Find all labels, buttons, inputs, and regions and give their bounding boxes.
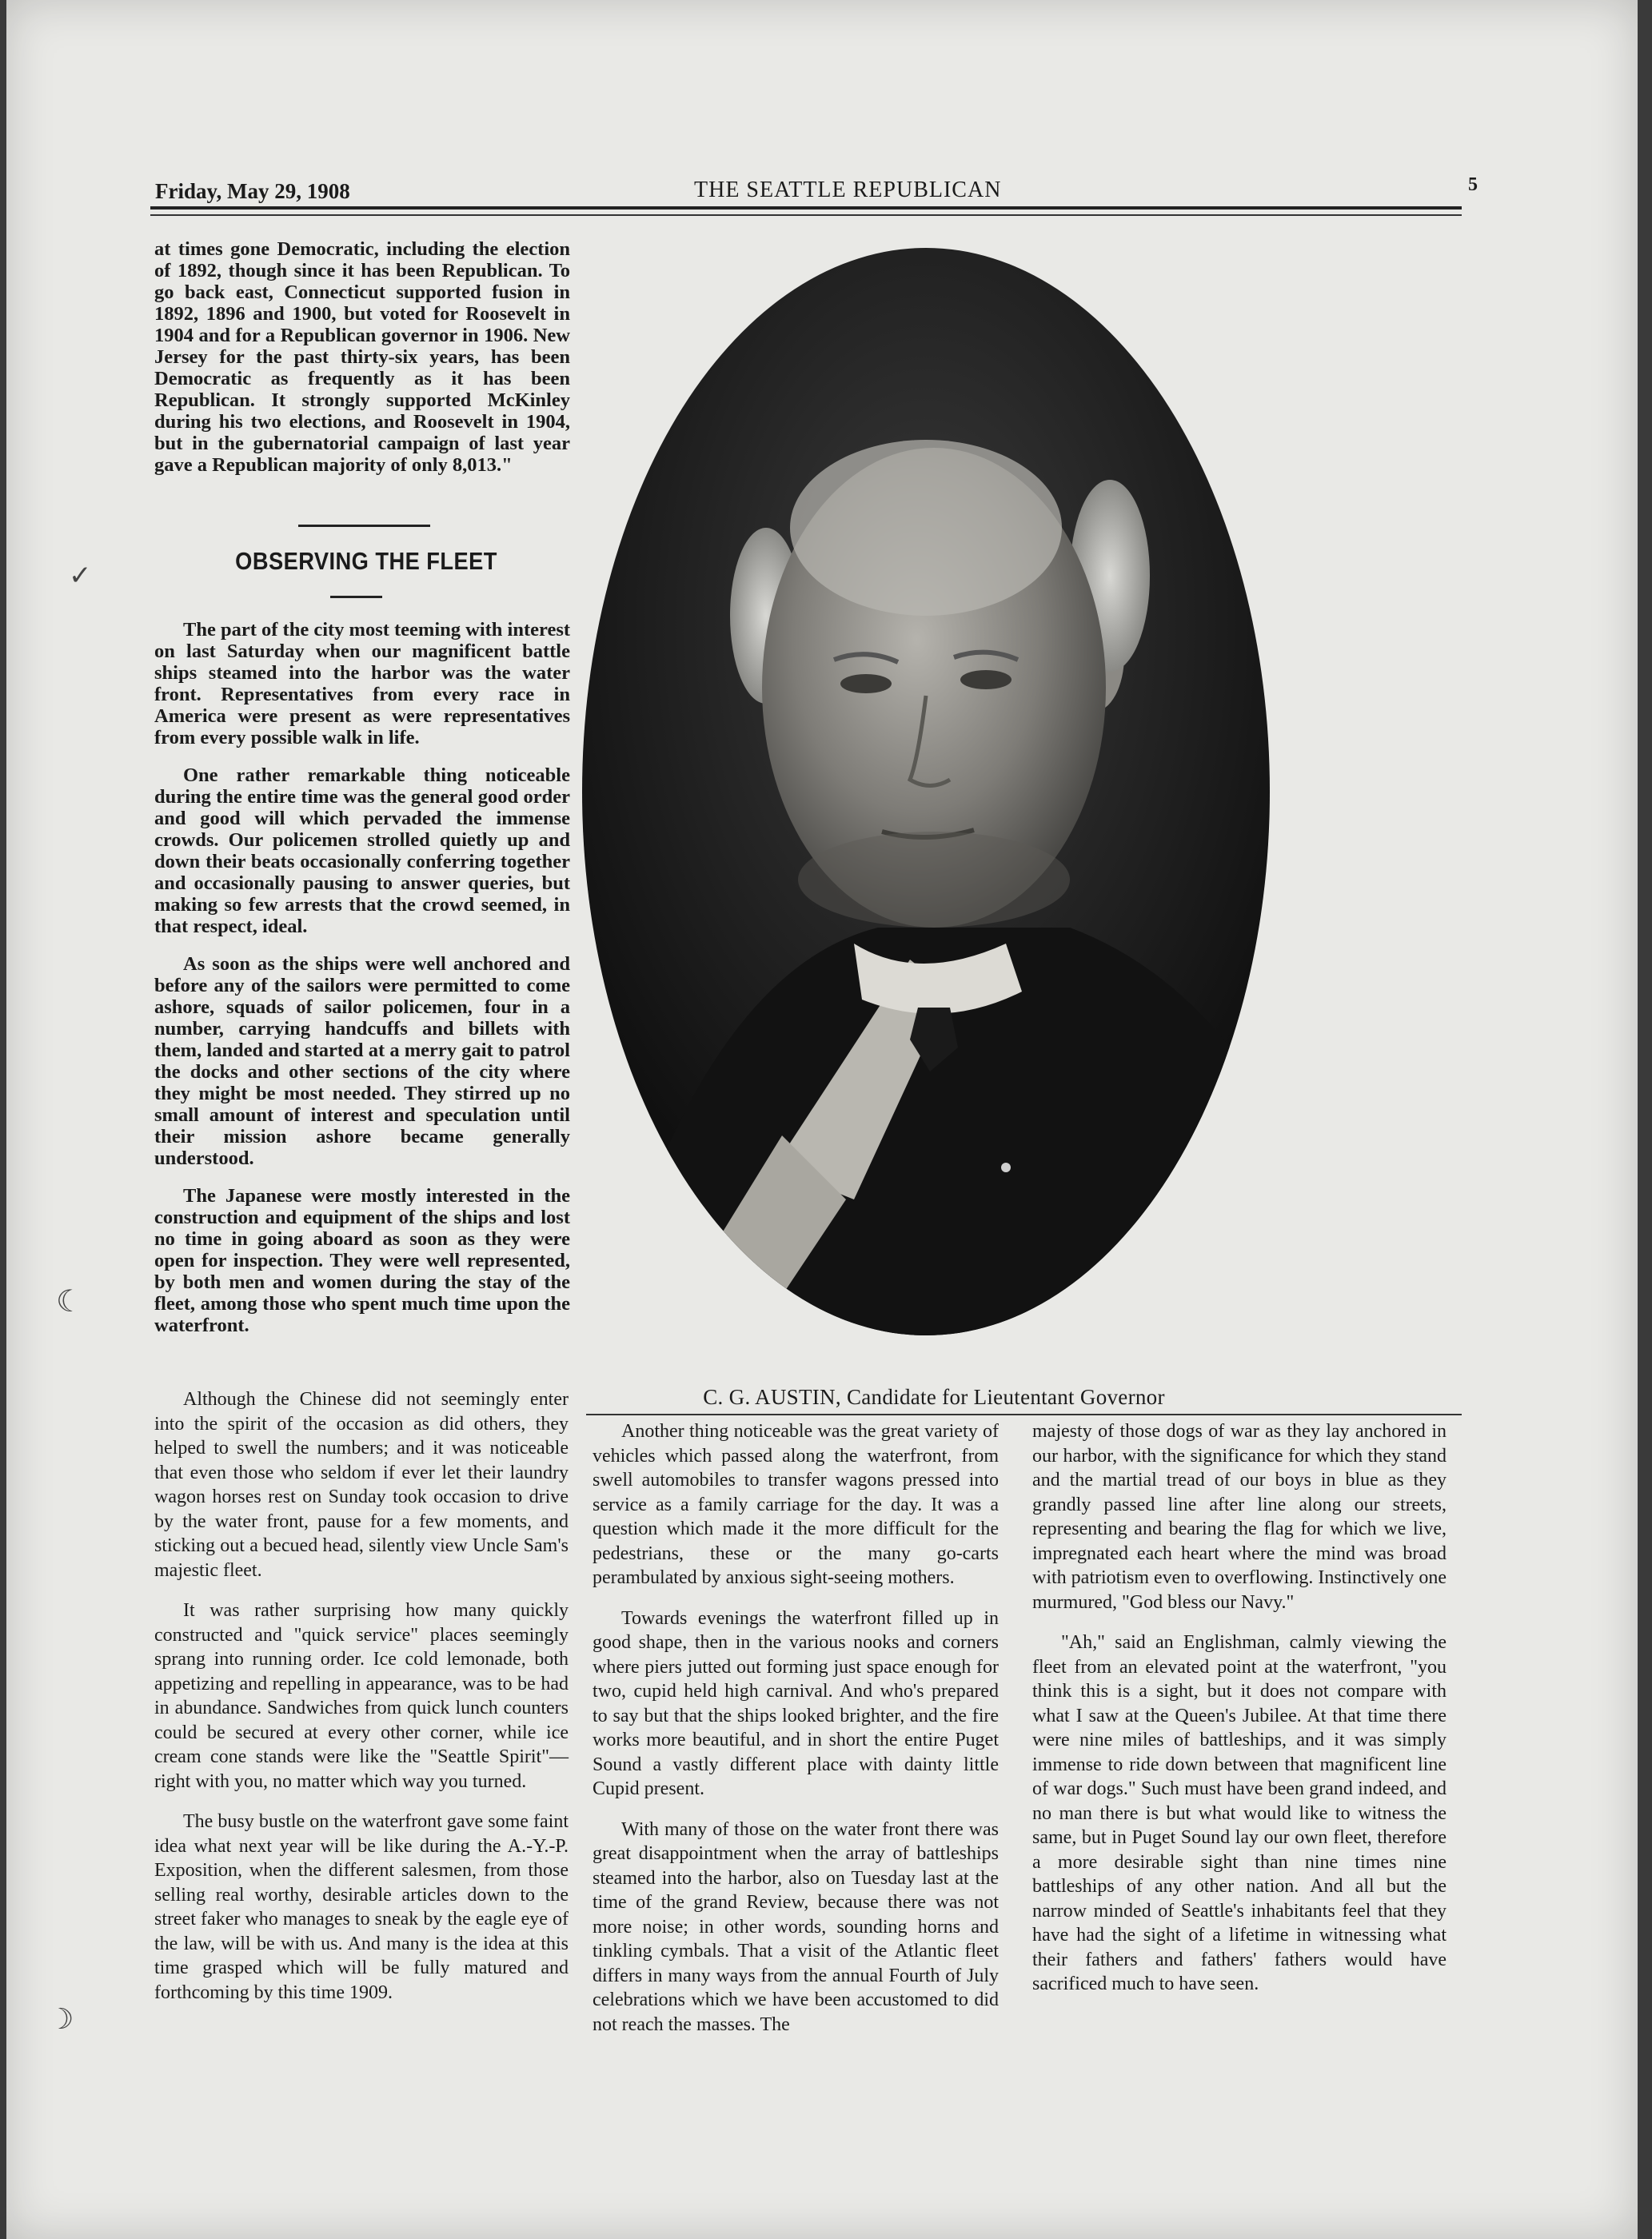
- article-paragraph: The part of the city most teeming with interest on last Saturday when our magnificent battle ships steamed into the harbor was the water front. Representatives from every race in America were present as were representatives from every possible walk in life.: [154, 619, 571, 748]
- margin-mark: ✓: [69, 560, 92, 592]
- article-paragraph: Towards evenings the waterfront filled up in good shape, then in the various nooks and corners where piers jutted out forming just space enough for two, cupid held high carnival. And who's prepared to say but that the ships looked brighter, and the fire works more beautiful, and in short the entire Puget Sound a vastly different place with dainty little Cupid present.: [593, 1607, 999, 1799]
- article-body-right: [1032, 1419, 1446, 2013]
- article-body-middle: [593, 1419, 999, 2053]
- article-headline: OBSERVING THE FLEET: [235, 547, 497, 575]
- caption-rule: [586, 1414, 1462, 1415]
- section-divider: [298, 525, 430, 527]
- portrait-caption: C. G. AUSTIN, Candidate for Lieutentant Governor: [703, 1385, 1165, 1409]
- page-number: 5: [1468, 174, 1478, 195]
- headline-underline: [330, 596, 382, 598]
- margin-mark: ☾: [56, 1283, 84, 1319]
- newspaper-page: [6, 0, 1638, 2239]
- article-paragraph: The Japanese were mostly interested in the construction and equipment of the ships and lost no time in going aboard as soon as they were open for inspection. They were well represented, by both men and women during the stay of the fleet, among those who spent much time upon the waterfront.: [154, 1185, 570, 1336]
- issue-date: Friday, May 29, 1908: [155, 179, 350, 203]
- newspaper-title: THE SEATTLE REPUBLICAN: [694, 178, 1002, 202]
- article-paragraph: "Ah," said an Englishman, calmly viewing the fleet from an elevated point at the waterfront, "you think this is a sight, but it does not compare with what I saw at the Queen's Jubilee. At that time there were nine miles of battleships, and it was simply immense to ride down between that magnificent line of war dogs." Such must have been grand indeed, and no man there is but what would like to witness the same, but in Puget Sound lay our own fleet, therefore a more desirable sight than nine times nine battleships of any other nation. And all but the narrow minded of Seattle's inhabitants feel that they have had the sight of a lifetime in witnessing what their fathers and fathers' fathers would have sacrificed much to have seen.: [1032, 1632, 1446, 1994]
- article-paragraph: As soon as the ships were well anchored and before any of the sailors were permitted to come ashore, squads of sailor policemen, four in a number, carrying handcuffs and billets with them, landed and started at a merry gait to patrol the docks and other sections of the city where they might be most needed. They stirred up no small amount of interest and speculation until their mission ashore became generally understood.: [154, 953, 570, 1169]
- article-body-lower-left: [154, 1387, 569, 2021]
- portrait-photo: [574, 240, 1278, 1343]
- header-rule: [150, 206, 1462, 210]
- article-paragraph: Another thing noticeable was the great variety of vehicles which passed along the waterfront, from swell automobiles to transfer wagons pressed into service as a family carriage for the day. It was a question which made it the more difficult for the pedestrians, these or the many go-carts perambulated by anxious sight-seeing mothers.: [593, 1421, 999, 1588]
- header-rule-thin: [150, 214, 1462, 216]
- article-paragraph: Although the Chinese did not seemingly enter into the spirit of the occasion as did others, they helped to swell the numbers; and it was noticeable that even those who seldom if ever let their laundry wagon horses rest on Sunday took occasion to drive by the water front, pause for a few moments, and sticking out a becued head, silently view Uncle Sam's majestic fleet.: [154, 1389, 569, 1581]
- article-body-top: [154, 619, 570, 1352]
- article-paragraph: One rather remarkable thing noticeable during the entire time was the general good order and good will which pervaded the immense crowds. Our policemen strolled quietly up and down their beats occasionally conferring together and occasionally pausing to answer queries, but making so few arrests that the crowd seemed, in that respect, ideal.: [154, 764, 570, 937]
- intro-paragraph: at times gone Democratic, including the election of 1892, though since it has been Republican. To go back east, Connecticut supported fusion in 1892, 1896 and 1900, but voted for Roosevelt in 1904 and for a Republican governor in 1906. New Jersey for the past thirty-six years, has been Democratic as frequently as it has been Republican. It strongly supported McKinley during his two elections, and Roosevelt in 1904, but in the gubernatorial campaign of last year gave a Republican majority of only 8,013.": [154, 238, 570, 476]
- intro-continuation: [154, 238, 570, 492]
- article-paragraph: It was rather surprising how many quickly constructed and "quick service" places seemingly sprang into running order. Ice cold lemonade, both appetizing and repelling in appearance, was to be had in abundance. Sandwiches from quick lunch counters could be secured at every other corner, while ice cream cone stands were like the "Seattle Spirit"—right with you, no matter which way you turned.: [154, 1600, 569, 1792]
- article-paragraph: The busy bustle on the waterfront gave some faint idea what next year will be like during the A.-Y.-P. Exposition, when the different salesmen, from those selling real worthy, desirable articles down to the street faker who manages to sneak by the eagle eye of the law, will be with us. And many is the idea at this time grasped which will be fully matured and forthcoming by this time 1909.: [154, 1811, 569, 2003]
- article-paragraph: majesty of those dogs of war as they lay anchored in our harbor, with the significance for which they stand and the martial tread of our boys in blue as they grandly passed line after line along our streets, representing and bearing the flag for which we live, impregnated each heart where the mind was broad with patriotism even to overflowing. Instinctively one murmured, "God bless our Navy.": [1032, 1421, 1446, 1613]
- article-paragraph: With many of those on the water front there was great disappointment when the array of battleships steamed into the harbor, also on Tuesday last at the time of the grand Review, because there was not more noise; in other words, sounding horns and tinkling cymbals. That a visit of the Atlantic fleet differs in many ways from the annual Fourth of July celebrations which we have been accustomed to did not reach the masses. The: [593, 1818, 999, 2035]
- page-header: [150, 174, 1478, 206]
- margin-mark: ☽: [48, 2003, 74, 2036]
